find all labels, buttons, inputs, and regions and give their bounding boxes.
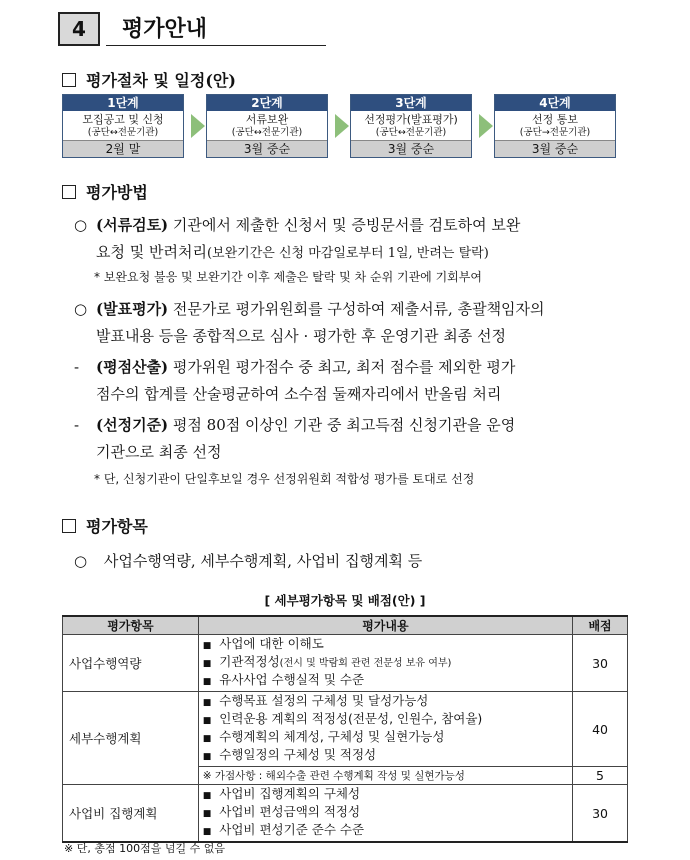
header-score: 배점 bbox=[573, 616, 628, 635]
step-3 bbox=[350, 94, 472, 158]
paragraph-text: 기관에서 제출한 신청서 및 증빙문서를 검토하여 보완 bbox=[168, 216, 521, 234]
square-bullet-icon: ■ bbox=[202, 752, 212, 762]
table-caption: [ 세부평가항목 및 배점(안) ] bbox=[264, 593, 426, 608]
arrow-right-icon bbox=[335, 114, 349, 138]
evaluation-table bbox=[62, 615, 628, 843]
step-body bbox=[351, 111, 471, 140]
items-heading-text: 평가항목 bbox=[86, 517, 148, 536]
square-bullet-icon: ■ bbox=[202, 791, 212, 801]
step-4 bbox=[494, 94, 616, 158]
step-task: 서류보완 bbox=[245, 113, 289, 126]
content-item: ■ 수행계획의 체계성, 구체성 및 실현가능성 bbox=[202, 729, 445, 744]
paragraph-text: 요청 및 반려처리 bbox=[96, 243, 207, 261]
bonus-text: ※ 가점사항 : 해외수출 관련 수행계획 작성 및 실현가능성 bbox=[198, 767, 572, 785]
paragraph-text: 기관으로 최종 선정 bbox=[96, 443, 222, 461]
step-parties: (공단→전문기관) bbox=[519, 127, 591, 138]
step-stage: 2단계 bbox=[207, 95, 327, 111]
content-item: ■ 수행일정의 구체성 및 적정성 bbox=[202, 747, 377, 762]
content-item: ■ 사업비 편성기준 준수 수준 bbox=[202, 822, 365, 837]
table-row bbox=[63, 692, 628, 767]
paragraph-title: (평점산출) bbox=[96, 358, 169, 376]
step-parties: (공단↔전문기관) bbox=[375, 127, 447, 138]
square-bullet-icon: ■ bbox=[202, 641, 212, 651]
method-paragraph-3 bbox=[74, 354, 634, 408]
step-stage: 1단계 bbox=[63, 95, 183, 111]
items-summary-text: 사업수행역량, 세부수행계획, 사업비 집행계획 등 bbox=[103, 552, 423, 570]
step-task: 선정평가(발표평가) bbox=[364, 113, 458, 126]
paragraph-text: 점수의 합계를 산술평균하여 소수점 둘째자리에서 반올림 처리 bbox=[96, 385, 502, 403]
row-contents bbox=[198, 692, 572, 767]
procedure-heading bbox=[62, 68, 236, 91]
dash-bullet-icon: - bbox=[74, 358, 80, 376]
step-date: 3월 중순 bbox=[207, 140, 327, 157]
row-category: 세부수행계획 bbox=[63, 692, 199, 785]
items-heading bbox=[62, 514, 148, 537]
checkbox-square-icon bbox=[62, 73, 76, 87]
row-category: 사업비 집행계획 bbox=[63, 785, 199, 843]
bonus-score: 5 bbox=[573, 767, 628, 785]
step-task: 모집공고 및 신청 bbox=[82, 113, 164, 126]
step-2 bbox=[206, 94, 328, 158]
content-item: ■ 유사사업 수행실적 및 수준 bbox=[202, 672, 365, 687]
section-underline bbox=[106, 45, 326, 46]
paragraph-text: 전문가로 평가위원회를 구성하여 제출서류, 총괄책임자의 bbox=[168, 300, 545, 318]
method-heading bbox=[62, 180, 148, 203]
paragraph-title: (선정기준) bbox=[96, 416, 169, 434]
square-bullet-icon: ■ bbox=[202, 677, 212, 687]
content-item: ■ 사업에 대한 이해도 bbox=[202, 636, 324, 651]
step-stage: 3단계 bbox=[351, 95, 471, 111]
header-content: 평가내용 bbox=[198, 616, 572, 635]
paragraph-text: 발표내용 등을 종합적으로 심사 · 평가한 후 운영기관 최종 선정 bbox=[96, 327, 506, 345]
square-bullet-icon: ■ bbox=[202, 716, 212, 726]
arrow-right-icon bbox=[479, 114, 493, 138]
step-body bbox=[207, 111, 327, 140]
step-parties: (공단↔전문기관) bbox=[231, 127, 303, 138]
content-item: ■ 기관적정성(전시 및 박람회 관련 전문성 보유 여부) bbox=[202, 654, 452, 669]
circle-bullet-icon: ○ bbox=[74, 216, 88, 234]
step-date: 3월 중순 bbox=[495, 140, 615, 157]
circle-bullet-icon: ○ bbox=[74, 300, 88, 318]
paragraph-text: 평점 80점 이상인 기관 중 최고득점 신청기관을 운영 bbox=[168, 416, 516, 434]
square-bullet-icon: ■ bbox=[202, 734, 212, 744]
step-1 bbox=[62, 94, 184, 158]
content-item: ■ 사업비 집행계획의 구체성 bbox=[202, 786, 361, 801]
table-row bbox=[63, 635, 628, 692]
paragraph-title: (서류검토) bbox=[96, 216, 169, 234]
paragraph-text: 평가위원 평가점수 중 최고, 최저 점수를 제외한 평가 bbox=[168, 358, 516, 376]
step-parties: (공단↔전문기관) bbox=[87, 127, 159, 138]
section-number: 4 bbox=[58, 12, 100, 46]
step-body bbox=[495, 111, 615, 140]
table-footnote: ※ 단, 총점 100점을 넘길 수 없음 bbox=[64, 842, 225, 855]
content-item: ■ 수행목표 설정의 구체성 및 달성가능성 bbox=[202, 693, 429, 708]
square-bullet-icon: ■ bbox=[202, 659, 212, 669]
step-task: 선정 통보 bbox=[531, 113, 578, 126]
square-bullet-icon: ■ bbox=[202, 809, 212, 819]
method-note-1: * 보완요청 불응 및 보완기간 이후 제출은 탈락 및 차 순위 기관에 기회부여 bbox=[94, 270, 482, 284]
step-stage: 4단계 bbox=[495, 95, 615, 111]
row-score: 40 bbox=[573, 692, 628, 767]
checkbox-square-icon bbox=[62, 519, 76, 533]
method-heading-text: 평가방법 bbox=[86, 183, 148, 202]
step-date: 2월 말 bbox=[63, 140, 183, 157]
row-contents bbox=[198, 785, 572, 843]
arrow-right-icon bbox=[191, 114, 205, 138]
method-note-2: * 단, 신청기관이 단일후보일 경우 선정위원회 적합성 평가를 토대로 선정 bbox=[94, 472, 475, 486]
method-paragraph-1 bbox=[74, 212, 634, 267]
circle-bullet-icon: ○ bbox=[74, 552, 88, 570]
paragraph-title: (발표평가) bbox=[96, 300, 169, 318]
table-header-row bbox=[63, 616, 628, 635]
dash-bullet-icon: - bbox=[74, 416, 80, 434]
row-score: 30 bbox=[573, 785, 628, 843]
square-bullet-icon: ■ bbox=[202, 698, 212, 708]
step-body bbox=[63, 111, 183, 140]
content-item: ■ 인력운용 계획의 적정성(전문성, 인원수, 참여율) bbox=[202, 711, 483, 726]
row-category: 사업수행역량 bbox=[63, 635, 199, 692]
row-contents bbox=[198, 635, 572, 692]
header-category: 평가항목 bbox=[63, 616, 199, 635]
paragraph-text-small: (보완기간은 신청 마감일로부터 1일, 반려는 탈락) bbox=[206, 246, 489, 261]
section-title: 평가안내 bbox=[122, 17, 208, 42]
content-item: ■ 사업비 편성금액의 적정성 bbox=[202, 804, 361, 819]
table-row bbox=[63, 785, 628, 843]
checkbox-square-icon bbox=[62, 185, 76, 199]
row-score: 30 bbox=[573, 635, 628, 692]
items-summary bbox=[74, 550, 422, 571]
step-date: 3월 중순 bbox=[351, 140, 471, 157]
procedure-heading-text: 평가절차 및 일정(안) bbox=[86, 71, 236, 90]
square-bullet-icon: ■ bbox=[202, 827, 212, 837]
method-paragraph-2 bbox=[74, 296, 634, 350]
method-paragraph-4 bbox=[74, 412, 634, 466]
